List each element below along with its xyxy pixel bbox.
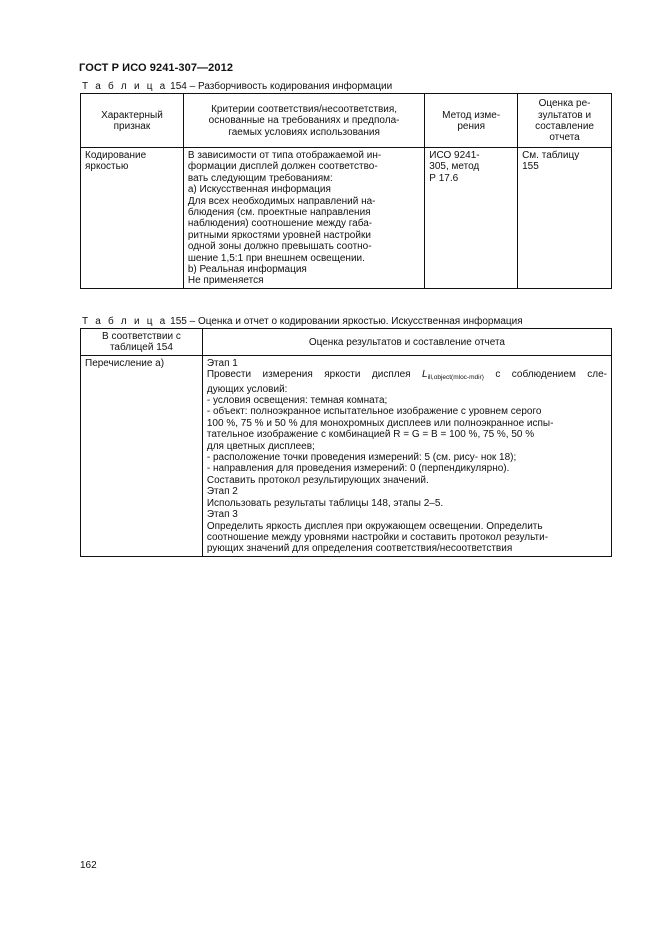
step-1-intro: Провести измерения яркости дисплея $L_{ill,object(mloc-mdir)}$ с соблюдением сле- <box>206 369 607 382</box>
table-row <box>81 148 612 289</box>
cell-criteria: В зависимости от типа отображаемой ин- формации дисплей должен соответство- вать следующим требованиям: a) Искусственная информация Для всех необходимых направлений на- блюдения (см. проектные направления наблюдения) соотношение между габа- ритными яркостями уровней настройки одной зоны должно превышать соотно- шение 1,5:1 при внешнем освещении. b) Реальная информация Не применяется <box>183 148 424 289</box>
table-155-caption <box>82 316 523 328</box>
header-criteria: Критерии соответствия/несоответствия, основанные на требованиях и предпола- гаемых условиях использования <box>183 94 424 148</box>
table-header-row <box>81 94 612 148</box>
table-row <box>81 355 612 556</box>
step-1-title: Этап 1 <box>206 357 238 369</box>
header-evaluation: Оценка результатов и составление отчета <box>202 329 611 356</box>
cell-report: См. таблицу 155 <box>518 148 612 289</box>
step-2-title: Этап 2 <box>206 486 238 498</box>
cell-reference: Перечисление a) <box>81 355 203 556</box>
cell-feature: Кодирование яркостью <box>81 148 184 289</box>
caption-text: 155 – Оценка и отчет о кодировании яркостью. Искусственная информация <box>170 316 523 327</box>
table-154 <box>80 93 612 289</box>
document-id: ГОСТ Р ИСО 9241-307—2012 <box>79 62 234 74</box>
page-number: 162 <box>80 860 97 871</box>
caption-text: 154 – Разборчивость кодирования информации <box>170 81 393 92</box>
luminance-symbol: L <box>422 369 428 381</box>
caption-word: Т а б л и ц а <box>82 81 168 92</box>
cell-method: ИСО 9241- 305, метод Р 17.6 <box>425 148 518 289</box>
header-report: Оценка ре- зультатов и составление отчета <box>518 94 612 148</box>
caption-word: Т а б л и ц а <box>82 316 168 327</box>
header-feature: Характерный признак <box>81 94 184 148</box>
header-reference: В соответствии с таблицей 154 <box>81 329 203 356</box>
cell-evaluation: Этап 1 Провести измерения яркости дисплея $L_{ill,object(mloc-mdir)}$ с соблюдением сле- дующих условий: - условия освещения: темная комната; - объект: полноэкранное испытательное изображение с уровнем серого 100 %, 75 % и 50 % для монохромных дисплеев или полноэкранное испы- тательное изображение с комбинацией R = G = B = 100 %, 75 %, 50 % для цветных дисплеев; - расположение точки проведения измерений: 5 (см. рису- нок 18); - направления для проведения измерений: 0 (перпендикулярно). Составить протокол результирующих значений. Этап 2 Использовать результаты таблицы 148, этапы 2–5. Этап 3 Определить яркость дисплея при окружающем освещении. Определить соотношение между уровнями настройки и составить протокол результи- рующих значений для определения соответствия/несоответствия <box>202 355 611 556</box>
header-method: Метод изме- рения <box>425 94 518 148</box>
table-154-caption <box>82 81 392 93</box>
table-155 <box>80 328 612 557</box>
luminance-subscript: ill,object(mloc-mdir) <box>427 374 484 382</box>
step-3-title: Этап 3 <box>206 509 238 521</box>
table-header-row <box>81 329 612 356</box>
